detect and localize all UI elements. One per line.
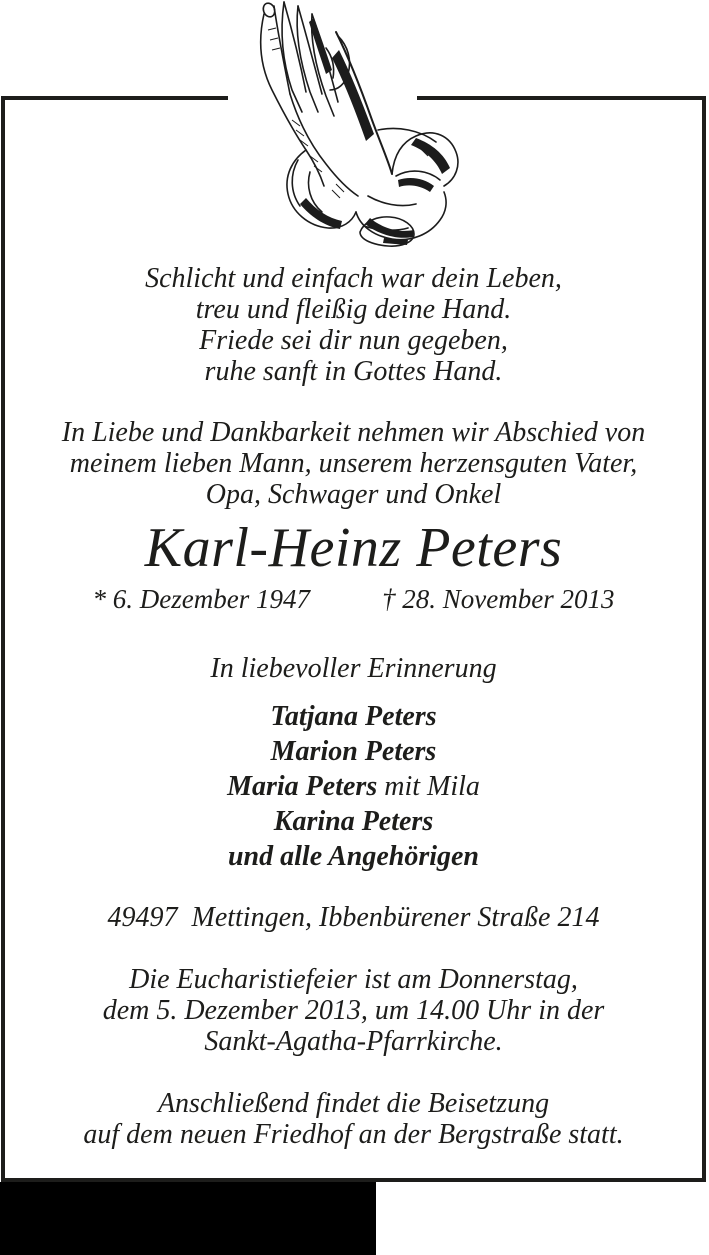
mourner-name: Tatjana Peters xyxy=(270,701,437,732)
memory-heading: In liebevoller Erinnerung xyxy=(210,653,497,684)
life-dates xyxy=(5,584,702,615)
intro-line: meinem lieben Mann, unserem herzensguten Vater, xyxy=(69,448,638,479)
verse-line: Schlicht und einfach war dein Leben, xyxy=(145,263,562,294)
verse-line: ruhe sanft in Gottes Hand. xyxy=(204,356,503,387)
intro-line: Opa, Schwager und Onkel xyxy=(205,479,502,510)
mourner-name: Karina Peters xyxy=(273,806,434,837)
mourner-name: und alle Angehörigen xyxy=(227,841,479,872)
mourner-suffix: mit Mila xyxy=(377,771,480,802)
service-line: dem 5. Dezember 2013, um 14.00 Uhr in der xyxy=(102,995,605,1026)
burial-line: auf dem neuen Friedhof an der Bergstraße statt. xyxy=(83,1119,624,1150)
service-line: Die Eucharistiefeier ist am Donnerstag, xyxy=(129,964,578,995)
mourner-line xyxy=(5,734,702,769)
praying-hands-icon xyxy=(248,0,460,248)
notice-frame xyxy=(1,96,706,1182)
redaction-block xyxy=(0,1182,376,1255)
verse-line: Friede sei dir nun gegeben, xyxy=(199,325,508,356)
mourner-name: Maria Peters xyxy=(227,771,378,802)
burial-info xyxy=(5,1088,702,1150)
burial-line: Anschließend findet die Beisetzung xyxy=(157,1088,550,1119)
mourner-line xyxy=(5,839,702,874)
verse-line: treu und fleißig deine Hand. xyxy=(195,294,512,325)
memorial-verse xyxy=(5,263,702,387)
intro-line: In Liebe und Dankbarkeit nehmen wir Abschied von xyxy=(61,417,646,448)
mourner-line xyxy=(5,804,702,839)
mourner-line xyxy=(5,699,702,734)
mourners-list xyxy=(5,699,702,874)
farewell-intro xyxy=(5,417,702,510)
address-line: 49497 Mettingen, Ibbenbürener Straße 214 xyxy=(107,902,600,933)
birth-date: * 6. Dezember 1947 xyxy=(92,584,310,614)
deceased-name: Karl-Heinz Peters xyxy=(144,517,563,579)
service-info xyxy=(5,964,702,1057)
service-line: Sankt-Agatha-Pfarrkirche. xyxy=(204,1026,503,1057)
mourner-line xyxy=(5,769,702,804)
mourner-name: Marion Peters xyxy=(270,736,437,767)
death-date: † 28. November 2013 xyxy=(382,584,615,614)
